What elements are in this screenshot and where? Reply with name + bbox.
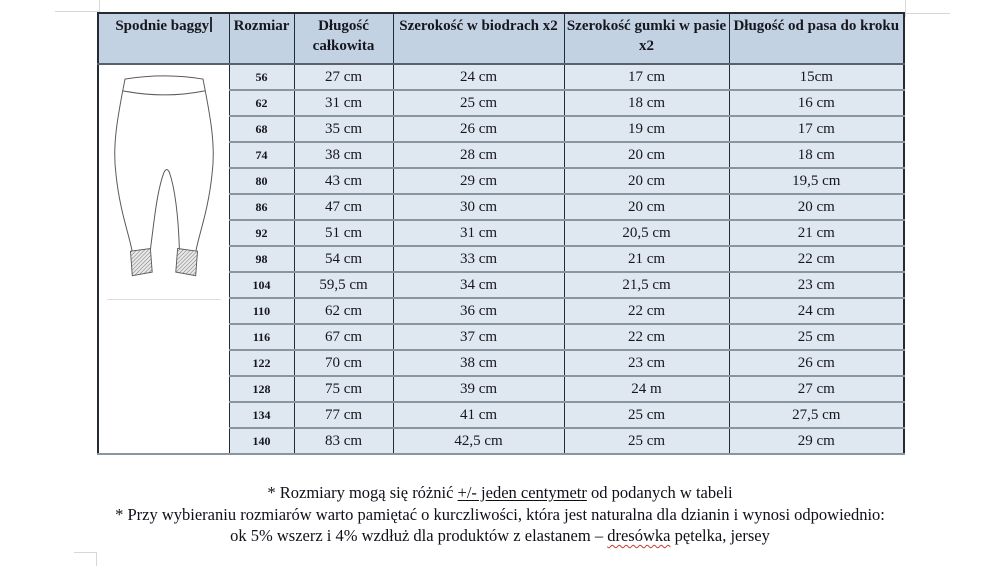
cell-waistband_width: 22 cm xyxy=(564,324,729,350)
footnote-1-underlined: +/- jeden centymetr xyxy=(457,483,587,502)
cell-rise_length: 26 cm xyxy=(729,350,904,376)
illustration-baseline xyxy=(107,299,221,300)
cell-size: 128 xyxy=(229,376,294,402)
page-margin-mark-top-right-v xyxy=(905,0,906,17)
cell-waistband_width: 20 cm xyxy=(564,168,729,194)
cell-hip_width: 34 cm xyxy=(393,272,564,298)
footnote-line-2: * Przy wybieraniu rozmiarów warto pamiętać o kurczliwości, która jest naturalna dla dzianin i wynosi odpowiednio: xyxy=(115,504,885,524)
cell-size: 140 xyxy=(229,428,294,454)
cell-size: 92 xyxy=(229,220,294,246)
cell-rise_length: 27 cm xyxy=(729,376,904,402)
cell-hip_width: 31 cm xyxy=(393,220,564,246)
cell-total_length: 27 cm xyxy=(294,64,393,90)
cell-waistband_width: 19 cm xyxy=(564,116,729,142)
cell-rise_length: 18 cm xyxy=(729,142,904,168)
column-header-szerokosc-gumki: Szerokość gumki w pasie x2 xyxy=(564,13,729,64)
cell-size: 68 xyxy=(229,116,294,142)
cell-size: 134 xyxy=(229,402,294,428)
cell-rise_length: 29 cm xyxy=(729,428,904,454)
cell-total_length: 35 cm xyxy=(294,116,393,142)
footnote-line-1 xyxy=(0,482,1000,504)
column-header-rozmiar: Rozmiar xyxy=(229,13,294,64)
cell-size: 80 xyxy=(229,168,294,194)
cell-hip_width: 26 cm xyxy=(393,116,564,142)
footnote-3-misspelled-word: dresówka xyxy=(607,526,671,545)
cell-total_length: 75 cm xyxy=(294,376,393,402)
page-margin-mark-top-right-h xyxy=(906,13,950,14)
cell-rise_length: 27,5 cm xyxy=(729,402,904,428)
cell-total_length: 31 cm xyxy=(294,90,393,116)
cell-hip_width: 41 cm xyxy=(393,402,564,428)
size-table[interactable] xyxy=(97,12,905,455)
table-title: Spodnie baggy xyxy=(115,18,210,34)
cell-hip_width: 24 cm xyxy=(393,64,564,90)
cell-rise_length: 21 cm xyxy=(729,220,904,246)
page-margin-mark-bottom-left-v xyxy=(96,552,97,566)
cell-hip_width: 39 cm xyxy=(393,376,564,402)
table-row xyxy=(98,64,904,90)
cell-total_length: 54 cm xyxy=(294,246,393,272)
cell-hip_width: 30 cm xyxy=(393,194,564,220)
cell-waistband_width: 25 cm xyxy=(564,428,729,454)
cell-total_length: 38 cm xyxy=(294,142,393,168)
cell-rise_length: 25 cm xyxy=(729,324,904,350)
cell-rise_length: 16 cm xyxy=(729,90,904,116)
footnotes xyxy=(0,482,1000,547)
text-cursor xyxy=(210,17,212,32)
cell-total_length: 70 cm xyxy=(294,350,393,376)
page-margin-mark-bottom-left-h xyxy=(74,552,97,553)
cell-hip_width: 29 cm xyxy=(393,168,564,194)
cell-total_length: 77 cm xyxy=(294,402,393,428)
cell-rise_length: 15cm xyxy=(729,64,904,90)
cell-rise_length: 17 cm xyxy=(729,116,904,142)
cell-rise_length: 19,5 cm xyxy=(729,168,904,194)
cell-total_length: 51 cm xyxy=(294,220,393,246)
footnote-line-3 xyxy=(0,525,1000,547)
cell-waistband_width: 24 m xyxy=(564,376,729,402)
cell-size: 74 xyxy=(229,142,294,168)
cell-total_length: 62 cm xyxy=(294,298,393,324)
cell-rise_length: 20 cm xyxy=(729,194,904,220)
footnote-1-post: od podanych w tabeli xyxy=(586,483,733,502)
cell-total_length: 83 cm xyxy=(294,428,393,454)
cell-hip_width: 42,5 cm xyxy=(393,428,564,454)
cell-waistband_width: 20 cm xyxy=(564,142,729,168)
cell-size: 122 xyxy=(229,350,294,376)
cell-size: 98 xyxy=(229,246,294,272)
cell-waistband_width: 18 cm xyxy=(564,90,729,116)
cell-waistband_width: 20,5 cm xyxy=(564,220,729,246)
cell-hip_width: 38 cm xyxy=(393,350,564,376)
footnote-1-pre: * Rozmiary mogą się różnić xyxy=(267,483,458,502)
cell-waistband_width: 22 cm xyxy=(564,298,729,324)
product-illustration-cell xyxy=(98,64,229,454)
cell-size: 86 xyxy=(229,194,294,220)
cell-waistband_width: 20 cm xyxy=(564,194,729,220)
cell-size: 104 xyxy=(229,272,294,298)
column-header-dlugosc-calkowita: Długość całkowita xyxy=(294,13,393,64)
table-title-cell[interactable] xyxy=(98,13,229,64)
cell-size: 56 xyxy=(229,64,294,90)
cell-hip_width: 37 cm xyxy=(393,324,564,350)
cell-total_length: 43 cm xyxy=(294,168,393,194)
column-header-szerokosc-biodra: Szerokość w biodrach x2 xyxy=(393,13,564,64)
cell-waistband_width: 21 cm xyxy=(564,246,729,272)
cell-hip_width: 25 cm xyxy=(393,90,564,116)
cell-hip_width: 28 cm xyxy=(393,142,564,168)
cell-rise_length: 24 cm xyxy=(729,298,904,324)
cell-waistband_width: 25 cm xyxy=(564,402,729,428)
cell-total_length: 59,5 cm xyxy=(294,272,393,298)
footnote-3-pre: ok 5% wszerz i 4% wzdłuż dla produktów z elastanem – xyxy=(230,526,608,545)
cell-rise_length: 23 cm xyxy=(729,272,904,298)
cell-size: 116 xyxy=(229,324,294,350)
cell-waistband_width: 23 cm xyxy=(564,350,729,376)
cell-total_length: 47 cm xyxy=(294,194,393,220)
cell-waistband_width: 17 cm xyxy=(564,64,729,90)
cell-hip_width: 33 cm xyxy=(393,246,564,272)
cell-waistband_width: 21,5 cm xyxy=(564,272,729,298)
cell-total_length: 67 cm xyxy=(294,324,393,350)
pants-illustration xyxy=(105,70,223,292)
page-margin-mark-top-left-h xyxy=(55,11,99,12)
cell-rise_length: 22 cm xyxy=(729,246,904,272)
column-header-dlugosc-kroku: Długość od pasa do kroku xyxy=(729,13,904,64)
cell-size: 62 xyxy=(229,90,294,116)
header-row xyxy=(98,13,904,64)
cell-hip_width: 36 cm xyxy=(393,298,564,324)
cell-size: 110 xyxy=(229,298,294,324)
footnote-3-post: pętelka, jersey xyxy=(670,526,770,545)
